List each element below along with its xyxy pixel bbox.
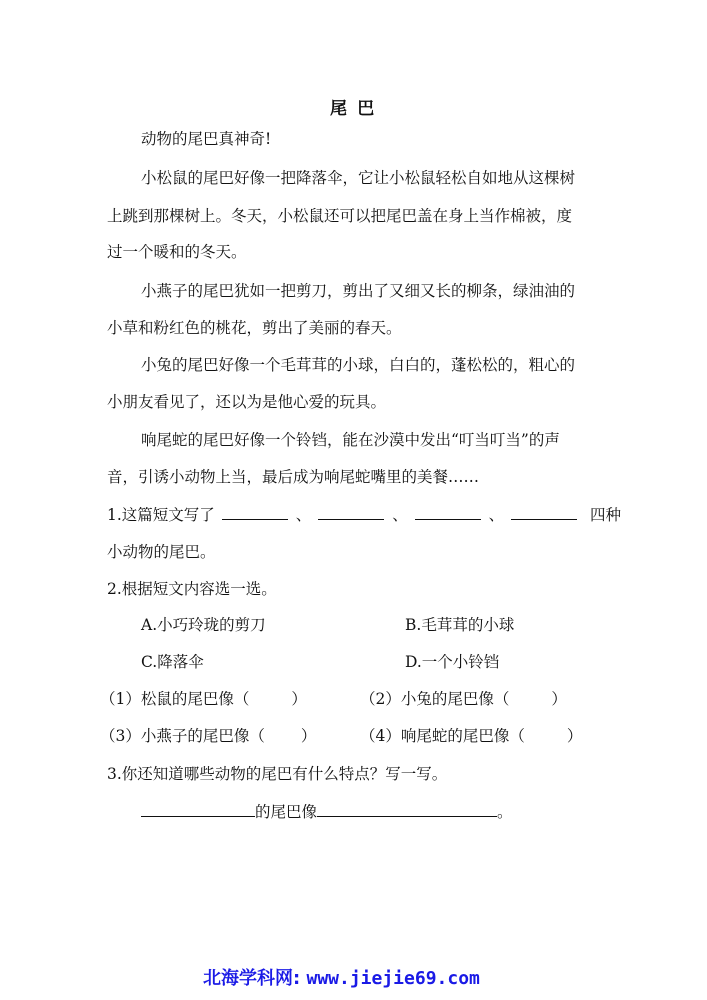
question-2: 2.根据短文内容选一选。: [107, 580, 277, 598]
sub-question-4: （4）响尾蛇的尾巴像（ ）: [360, 727, 583, 745]
paragraph-rabbit-line2: 小朋友看见了，还以为是他心爱的玩具。: [107, 393, 387, 411]
separator: 、: [295, 506, 312, 524]
sub-question-2: （2）小兔的尾巴像（ ）: [360, 690, 567, 708]
paragraph-squirrel-line2: 上跳到那棵树上。冬天，小松鼠还可以把尾巴盖在身上当作棉被，度: [107, 207, 573, 225]
question-3: 3.你还知道哪些动物的尾巴有什么特点？写一写。: [107, 765, 448, 783]
paragraph-rattlesnake-line2: 音，引诱小动物上当，最后成为响尾蛇嘴里的美餐……: [107, 468, 480, 486]
question-3-answer-line: [141, 802, 513, 822]
paragraph-squirrel-line1: 小松鼠的尾巴好像一把降落伞，它让小松鼠轻松自如地从这棵树: [141, 169, 576, 187]
footer-url[interactable]: www.jiejie69.com: [306, 968, 480, 989]
answer-blank-animal[interactable]: [141, 802, 255, 817]
question-1: [107, 505, 621, 525]
sub-question-3: （3）小燕子的尾巴像（ ）: [100, 727, 317, 745]
paragraph-swallow-line2: 小草和粉红色的桃花，剪出了美丽的春天。: [107, 319, 402, 337]
answer-blank-4[interactable]: [511, 505, 577, 520]
separator: 、: [488, 506, 505, 524]
question-3-end: 。: [497, 803, 513, 821]
option-b: B.毛茸茸的小球: [405, 616, 515, 634]
intro-line: 动物的尾巴真神奇!: [141, 130, 272, 148]
separator: 、: [392, 506, 408, 524]
answer-blank-feature[interactable]: [317, 802, 497, 817]
option-d: D.一个小铃铛: [405, 653, 500, 671]
footer-watermark: [203, 964, 480, 990]
sub-question-1: （1）松鼠的尾巴像（ ）: [100, 690, 307, 708]
answer-blank-3[interactable]: [415, 505, 481, 520]
question-1-suffix: 四种: [590, 506, 622, 524]
answer-blank-1[interactable]: [222, 505, 288, 520]
page-title: 尾巴: [330, 99, 385, 119]
footer-site: 北海学科网:: [203, 968, 301, 989]
answer-blank-2[interactable]: [318, 505, 384, 520]
question-1-line2: 小动物的尾巴。: [107, 543, 216, 561]
paragraph-squirrel-line3: 过一个暖和的冬天。: [107, 243, 247, 261]
paragraph-rattlesnake-line1: 响尾蛇的尾巴好像一个铃铛，能在沙漠中发出“叮当叮当”的声: [141, 431, 560, 449]
question-1-prefix: 1.这篇短文写了: [107, 506, 215, 524]
question-3-mid: 的尾巴像: [255, 803, 318, 821]
option-c: C.降落伞: [141, 653, 204, 671]
paragraph-swallow-line1: 小燕子的尾巴犹如一把剪刀，剪出了又细又长的柳条，绿油油的: [141, 282, 576, 300]
option-a: A.小巧玲珑的剪刀: [141, 616, 266, 634]
paragraph-rabbit-line1: 小兔的尾巴好像一个毛茸茸的小球，白白的，蓬松松的，粗心的: [141, 356, 576, 374]
